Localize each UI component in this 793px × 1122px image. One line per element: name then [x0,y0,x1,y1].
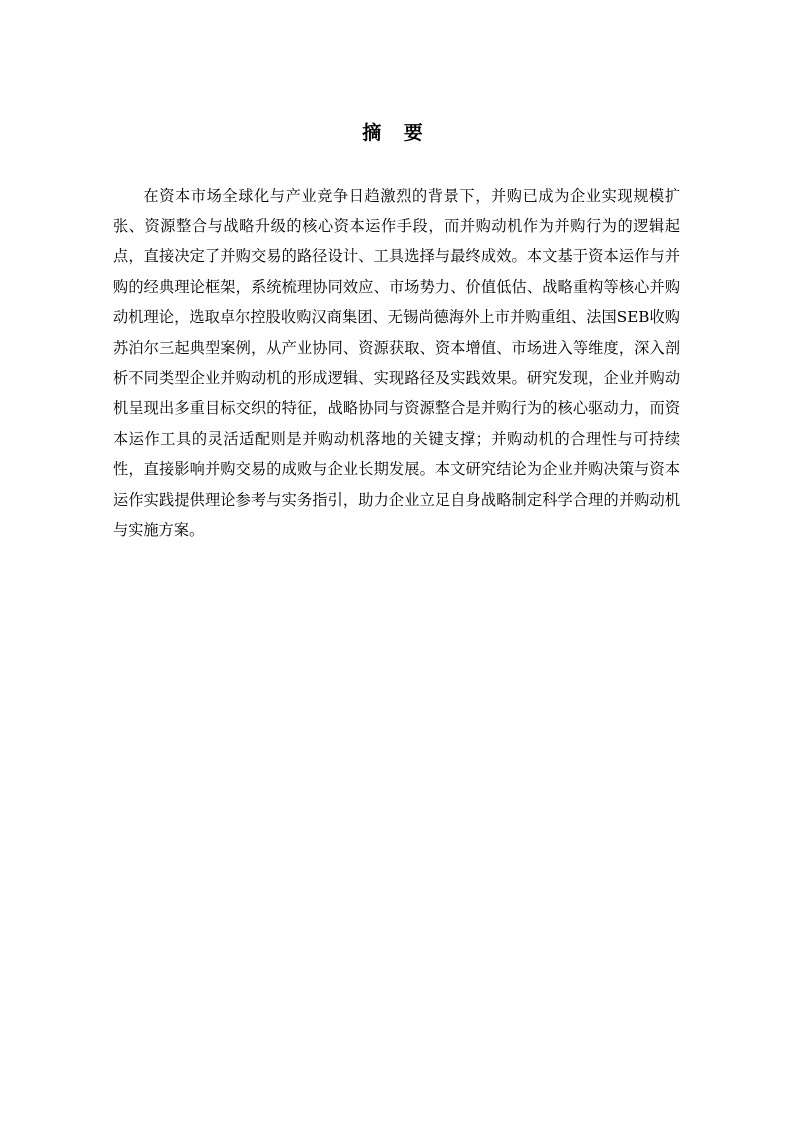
page-title: 摘 要 [362,122,431,144]
abstract-paragraph: 在资本市场全球化与产业竞争日趋激烈的背景下，并购已成为企业实现规模扩张、资源整合与战略升级的核心资本运作手段，而并购动机作为并购行为的逻辑起点，直接决定了并购交易的路径设计、工具选择与最终成效。本文基于资本运作与并购的经典理论框架，系统梳理协同效应、市场势力、价值低估、战略重构等核心并购动机理论，选取卓尔控股收购汉商集团、无锡尚德海外上市并购重组、法国SEB收购苏泊尔三起典型案例，从产业协同、资源获取、资本增值、市场进入等维度，深入剖析不同类型企业并购动机的形成逻辑、实现路径及实践效果。研究发现，企业并购动机呈现出多重目标交织的特征，战略协同与资源整合是并购行为的核心驱动力，而资本运作工具的灵活适配则是并购动机落地的关键支撑；并购动机的合理性与可持续性，直接影响并购交易的成败与企业长期发展。本文研究结论为企业并购决策与资本运作实践提供理论参考与实务指引，助力企业立足自身战略制定科学合理的并购动机与实施方案。 [113,186,680,540]
page-content [113,120,680,545]
